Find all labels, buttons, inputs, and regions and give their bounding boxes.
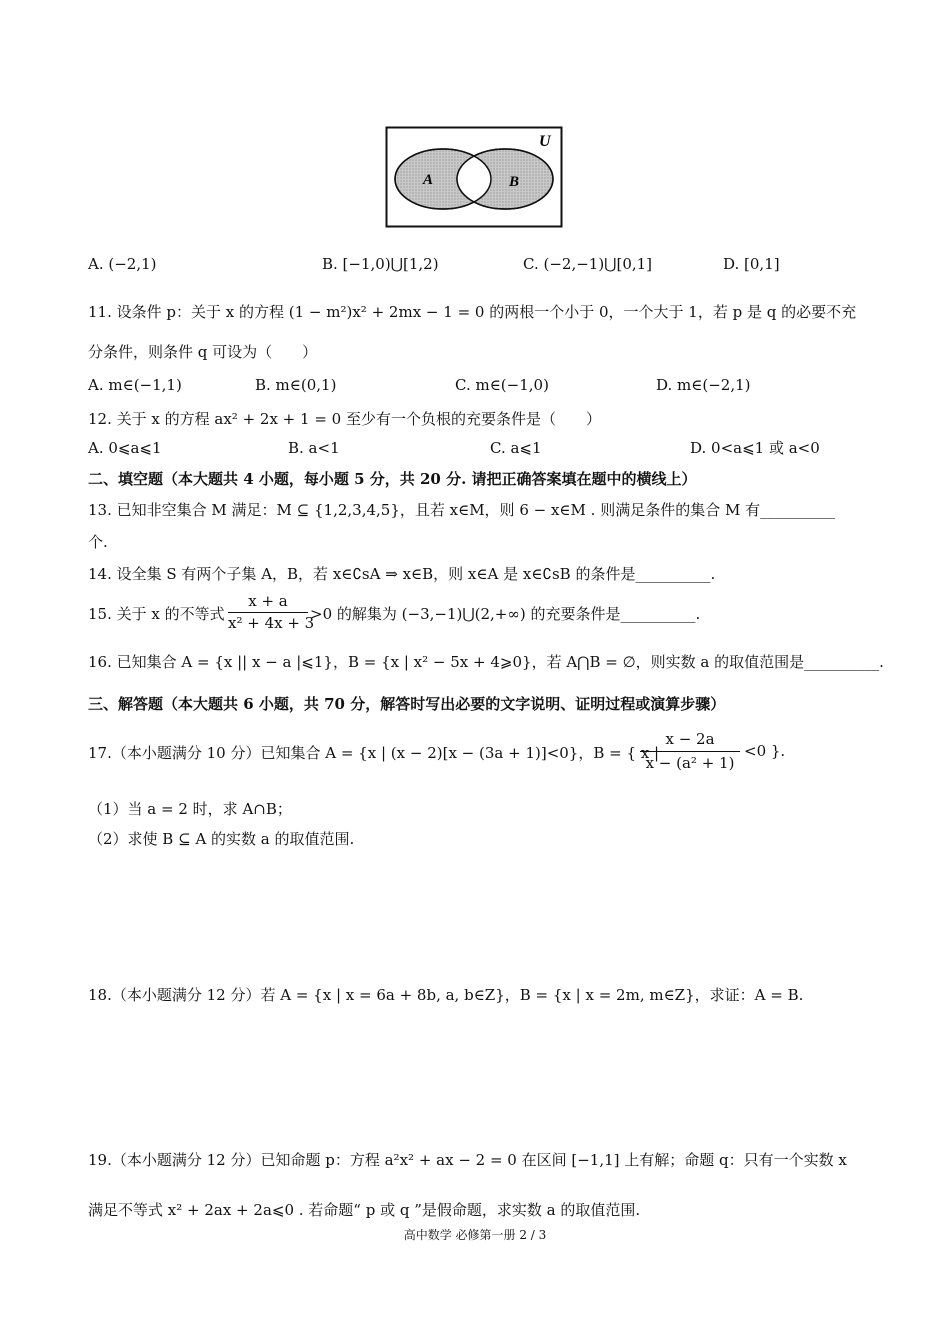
q17-part2: （2）求使 B ⊆ A 的实数 a 的取值范围. xyxy=(88,830,355,848)
q12-option-b: B. a<1 xyxy=(288,439,340,457)
q19-line1: 19.（本小题满分 12 分）已知命题 p：方程 a²x² + ax − 2 = 0 在区间 [−1,1] 上有解；命题 q：只有一个实数 x xyxy=(88,1151,847,1169)
q11-option-a: A. m∈(−1,1) xyxy=(88,376,182,394)
q17-prefix: 17.（本小题满分 10 分）已知集合 A = {x | (x − 2)[x − (3a + 1)]<0}，B = { x | xyxy=(88,744,660,762)
q11-option-c: C. m∈(−1,0) xyxy=(455,376,549,394)
q15-fraction xyxy=(228,592,315,633)
q18-line: 18.（本小题满分 12 分）若 A = {x | x = 6a + 8b, a, b∈Z}，B = {x | x = 2m, m∈Z}，求证：A = B. xyxy=(88,986,804,1004)
section2-heading: 二、填空题（本大题共 4 小题，每小题 5 分，共 20 分. 请把正确答案填在题中的横线上） xyxy=(88,470,697,488)
q10-option-a: A. (−2,1) xyxy=(88,255,157,273)
q11-option-b: B. m∈(0,1) xyxy=(255,376,337,394)
q15-denominator: x² + 4x + 3 xyxy=(228,614,315,632)
q17-numerator: x − 2a xyxy=(665,730,715,748)
q12-option-a: A. 0⩽a⩽1 xyxy=(88,439,162,457)
venn-diagram xyxy=(385,126,563,228)
q13-line2: 个. xyxy=(88,533,108,551)
q19-line2: 满足不等式 x² + 2ax + 2a⩽0 . 若命题“ p 或 q ”是假命题，求实数 a 的取值范围. xyxy=(88,1201,641,1219)
q17-suffix: <0 }. xyxy=(744,742,786,760)
q12-option-d: D. 0<a⩽1 或 a<0 xyxy=(690,439,820,457)
q17-fraction xyxy=(640,729,740,774)
section3-heading: 三、解答题（本大题共 6 小题，共 70 分，解答时写出必要的文字说明、证明过程或演算步骤） xyxy=(88,695,726,713)
q14-line: 14. 设全集 S 有两个子集 A，B，若 x∈∁sA ⇒ x∈B，则 x∈A 是 x∈∁sB 的条件是__________. xyxy=(88,565,716,583)
page-footer: 高中数学 必修第一册 2 / 3 xyxy=(403,1228,547,1242)
set-a-label: A xyxy=(423,172,434,188)
q10-option-c: C. (−2,−1)⋃[0,1] xyxy=(523,255,653,273)
q12-line1: 12. 关于 x 的方程 ax² + 2x + 1 = 0 至少有一个负根的充要条件是（ ） xyxy=(88,410,601,428)
q12-option-c: C. a⩽1 xyxy=(490,439,542,457)
q17-part1: （1）当 a = 2 时，求 A∩B； xyxy=(88,800,292,818)
q11-option-d: D. m∈(−2,1) xyxy=(656,376,751,394)
q13-line1: 13. 已知非空集合 M 满足：M ⊆ {1,2,3,4,5}，且若 x∈M，则 6 − x∈M . 则满足条件的集合 M 有__________ xyxy=(88,501,836,519)
q10-option-b: B. [−1,0)⋃[1,2) xyxy=(322,255,439,273)
set-b-label: B xyxy=(509,174,520,190)
q11-line1: 11. 设条件 p：关于 x 的方程 (1 − m²)x² + 2mx − 1 = 0 的两根一个小于 0，一个大于 1，若 p 是 q 的必要不充 xyxy=(88,303,857,321)
q15-prefix: 15. 关于 x 的不等式 xyxy=(88,605,225,623)
q15-numerator: x + a xyxy=(248,592,288,610)
q15-suffix: >0 的解集为 (−3,−1)⋃(2,+∞) 的充要条件是__________. xyxy=(310,605,701,623)
q17-denominator: x − (a² + 1) xyxy=(645,754,735,772)
q10-option-d: D. [0,1] xyxy=(723,255,780,273)
universe-label: U xyxy=(539,133,551,150)
q16-line: 16. 已知集合 A = {x || x − a |⩽1}，B = {x | x² − 5x + 4⩾0}，若 A⋂B = ∅，则实数 a 的取值范围是__________. xyxy=(88,653,884,671)
q11-line2: 分条件，则条件 q 可设为（ ） xyxy=(88,343,318,361)
